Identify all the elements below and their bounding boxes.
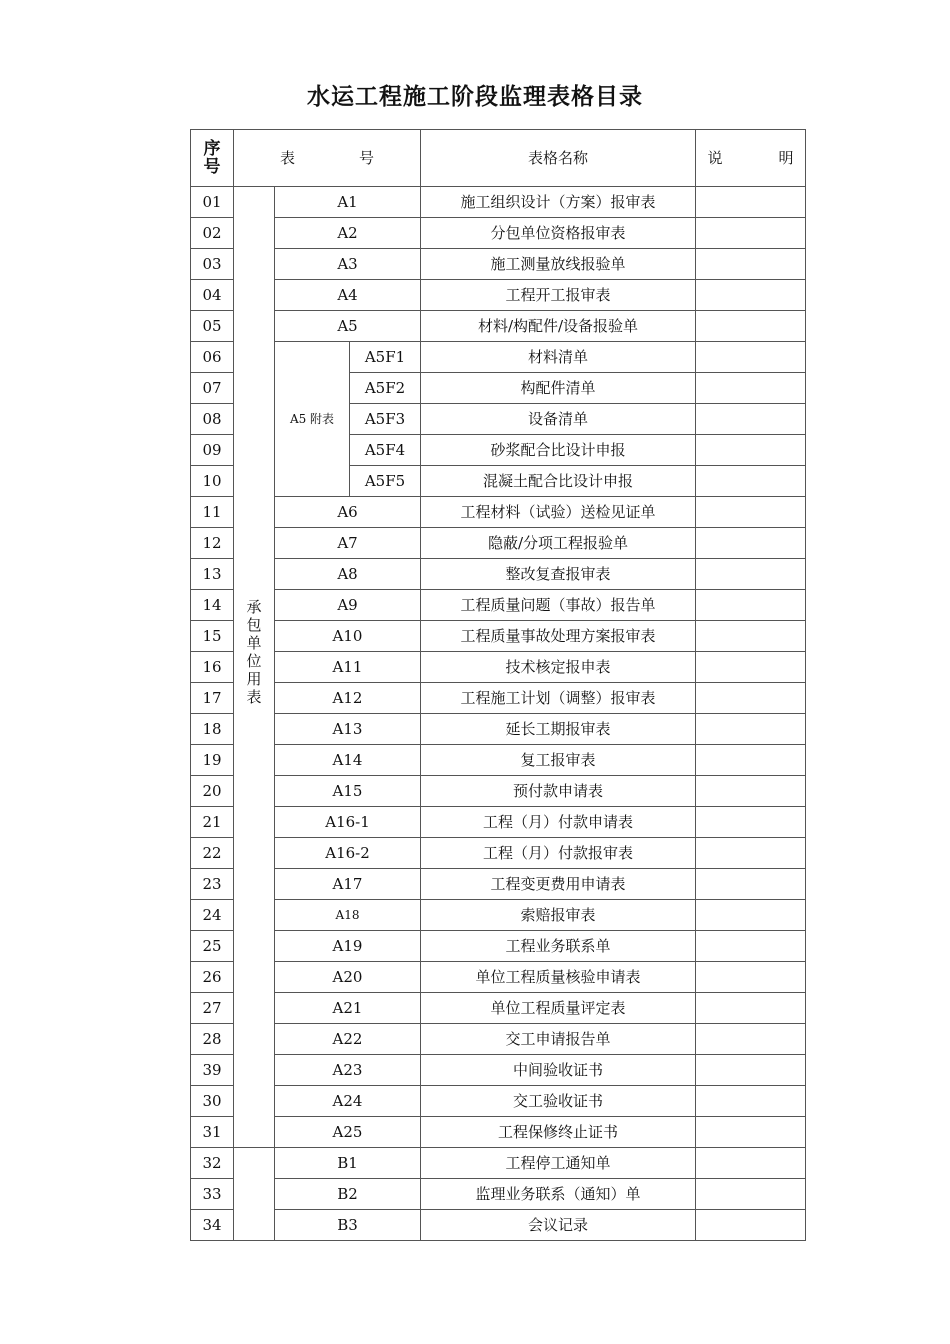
row-note	[696, 621, 806, 652]
row-code: A25	[275, 1117, 421, 1148]
row-note	[696, 1117, 806, 1148]
header-note-left: 说	[707, 149, 723, 167]
row-code: A5F3	[350, 404, 421, 435]
row-code: A7	[275, 528, 421, 559]
row-name: 材料清单	[421, 342, 696, 373]
table-row	[191, 187, 806, 218]
row-name: 交工验收证书	[421, 1086, 696, 1117]
row-code: B1	[275, 1148, 421, 1179]
category-contractor-char: 单	[246, 634, 262, 652]
row-note	[696, 1055, 806, 1086]
row-note	[696, 1086, 806, 1117]
row-code: A13	[275, 714, 421, 745]
row-note	[696, 714, 806, 745]
table-row	[191, 342, 806, 373]
row-seq: 33	[191, 1179, 234, 1210]
row-name: 隐蔽/分项工程报验单	[421, 528, 696, 559]
row-note	[696, 466, 806, 497]
row-seq: 34	[191, 1210, 234, 1241]
row-seq: 09	[191, 435, 234, 466]
row-name: 混凝土配合比设计申报	[421, 466, 696, 497]
row-name: 施工测量放线报验单	[421, 249, 696, 280]
table-row	[191, 776, 806, 807]
row-note	[696, 187, 806, 218]
table-row	[191, 621, 806, 652]
category-contractor	[234, 187, 275, 1148]
row-code: A17	[275, 869, 421, 900]
table-row	[191, 1024, 806, 1055]
row-note	[696, 745, 806, 776]
row-note	[696, 807, 806, 838]
table-row	[191, 497, 806, 528]
row-seq: 08	[191, 404, 234, 435]
row-seq: 03	[191, 249, 234, 280]
row-note	[696, 900, 806, 931]
catalog-table	[190, 129, 806, 1241]
row-code: A2	[275, 218, 421, 249]
row-name: 分包单位资格报审表	[421, 218, 696, 249]
row-note	[696, 342, 806, 373]
row-note	[696, 435, 806, 466]
row-note	[696, 311, 806, 342]
table-row	[191, 900, 806, 931]
row-seq: 27	[191, 993, 234, 1024]
row-code: A8	[275, 559, 421, 590]
header-table-no-right: 号	[359, 149, 375, 167]
row-code: A16-2	[275, 838, 421, 869]
row-seq: 07	[191, 373, 234, 404]
row-code: A16-1	[275, 807, 421, 838]
a5-attachment-label: A5 附表	[275, 342, 350, 497]
table-row	[191, 1210, 806, 1241]
table-row	[191, 869, 806, 900]
row-seq: 20	[191, 776, 234, 807]
row-name: 工程（月）付款报审表	[421, 838, 696, 869]
row-seq: 24	[191, 900, 234, 931]
row-seq: 01	[191, 187, 234, 218]
row-code: B2	[275, 1179, 421, 1210]
row-name: 工程质量事故处理方案报审表	[421, 621, 696, 652]
row-code: A22	[275, 1024, 421, 1055]
row-name: 延长工期报审表	[421, 714, 696, 745]
row-note	[696, 590, 806, 621]
row-seq: 02	[191, 218, 234, 249]
row-seq: 21	[191, 807, 234, 838]
row-name: 单位工程质量评定表	[421, 993, 696, 1024]
table-row	[191, 1179, 806, 1210]
row-code: A5F4	[350, 435, 421, 466]
row-note	[696, 1210, 806, 1241]
row-note	[696, 652, 806, 683]
row-code: A4	[275, 280, 421, 311]
row-seq: 13	[191, 559, 234, 590]
row-note	[696, 1148, 806, 1179]
header-row	[191, 130, 806, 187]
category-contractor-char: 位	[246, 652, 262, 670]
row-seq: 32	[191, 1148, 234, 1179]
row-seq: 17	[191, 683, 234, 714]
header-table-no-left: 表	[279, 149, 295, 167]
row-seq: 23	[191, 869, 234, 900]
row-name: 材料/构配件/设备报验单	[421, 311, 696, 342]
row-note	[696, 1179, 806, 1210]
table-row	[191, 838, 806, 869]
table-row	[191, 249, 806, 280]
category-contractor-char: 包	[246, 616, 262, 634]
table-row	[191, 1148, 806, 1179]
category-supervisor	[234, 1148, 275, 1241]
row-seq: 05	[191, 311, 234, 342]
table-row	[191, 745, 806, 776]
header-table-no	[234, 130, 421, 187]
row-note	[696, 280, 806, 311]
table-row	[191, 559, 806, 590]
row-code: A15	[275, 776, 421, 807]
row-seq: 12	[191, 528, 234, 559]
row-code: A11	[275, 652, 421, 683]
row-name: 中间验收证书	[421, 1055, 696, 1086]
row-note	[696, 993, 806, 1024]
row-name: 工程施工计划（调整）报审表	[421, 683, 696, 714]
row-note	[696, 683, 806, 714]
table-row	[191, 931, 806, 962]
row-name: 复工报审表	[421, 745, 696, 776]
row-note	[696, 497, 806, 528]
table-row	[191, 218, 806, 249]
row-name: 设备清单	[421, 404, 696, 435]
row-seq: 39	[191, 1055, 234, 1086]
row-code: A10	[275, 621, 421, 652]
row-name: 监理业务联系（通知）单	[421, 1179, 696, 1210]
row-code: A23	[275, 1055, 421, 1086]
row-code: A12	[275, 683, 421, 714]
row-name: 工程业务联系单	[421, 931, 696, 962]
row-name: 技术核定报申表	[421, 652, 696, 683]
row-seq: 28	[191, 1024, 234, 1055]
row-name: 工程停工通知单	[421, 1148, 696, 1179]
row-note	[696, 962, 806, 993]
header-note-right: 明	[778, 149, 794, 167]
row-name: 工程质量问题（事故）报告单	[421, 590, 696, 621]
row-code: B3	[275, 1210, 421, 1241]
row-name: 会议记录	[421, 1210, 696, 1241]
table-row	[191, 1086, 806, 1117]
row-name: 整改复查报审表	[421, 559, 696, 590]
table-row	[191, 1055, 806, 1086]
row-code: A24	[275, 1086, 421, 1117]
table-row	[191, 528, 806, 559]
row-note	[696, 218, 806, 249]
row-code: A5	[275, 311, 421, 342]
category-contractor-char: 承	[246, 598, 262, 616]
row-code: A1	[275, 187, 421, 218]
row-seq: 15	[191, 621, 234, 652]
row-name: 施工组织设计（方案）报审表	[421, 187, 696, 218]
row-note	[696, 776, 806, 807]
row-seq: 04	[191, 280, 234, 311]
header-seq-top: 序	[203, 139, 221, 159]
row-seq: 25	[191, 931, 234, 962]
row-name: 索赔报审表	[421, 900, 696, 931]
table-row	[191, 962, 806, 993]
row-seq: 14	[191, 590, 234, 621]
row-name: 构配件清单	[421, 373, 696, 404]
page-title: 水运工程施工阶段监理表格目录	[307, 84, 643, 110]
row-seq: 19	[191, 745, 234, 776]
category-contractor-char: 表	[246, 688, 262, 706]
row-note	[696, 869, 806, 900]
row-seq: 26	[191, 962, 234, 993]
table-row	[191, 590, 806, 621]
row-note	[696, 1024, 806, 1055]
row-seq: 18	[191, 714, 234, 745]
table-row	[191, 683, 806, 714]
row-note	[696, 373, 806, 404]
row-name: 预付款申请表	[421, 776, 696, 807]
row-note	[696, 931, 806, 962]
table-row	[191, 1117, 806, 1148]
header-seq	[191, 130, 234, 187]
row-name: 工程开工报审表	[421, 280, 696, 311]
row-name: 交工申请报告单	[421, 1024, 696, 1055]
row-code: A9	[275, 590, 421, 621]
row-name: 单位工程质量核验申请表	[421, 962, 696, 993]
row-name: 砂浆配合比设计申报	[421, 435, 696, 466]
row-seq: 16	[191, 652, 234, 683]
row-code: A3	[275, 249, 421, 280]
row-note	[696, 404, 806, 435]
table-row	[191, 280, 806, 311]
row-seq: 06	[191, 342, 234, 373]
row-name: 工程（月）付款申请表	[421, 807, 696, 838]
row-code: A5F2	[350, 373, 421, 404]
header-seq-bottom: 号	[203, 157, 221, 177]
row-code: A20	[275, 962, 421, 993]
table-row	[191, 714, 806, 745]
row-code: A18	[275, 900, 421, 931]
row-name: 工程变更费用申请表	[421, 869, 696, 900]
row-code: A19	[275, 931, 421, 962]
row-code: A6	[275, 497, 421, 528]
row-note	[696, 838, 806, 869]
table-row	[191, 807, 806, 838]
row-name: 工程保修终止证书	[421, 1117, 696, 1148]
row-code: A14	[275, 745, 421, 776]
row-seq: 22	[191, 838, 234, 869]
table-row	[191, 311, 806, 342]
table-row	[191, 652, 806, 683]
row-code: A21	[275, 993, 421, 1024]
row-code: A5F5	[350, 466, 421, 497]
header-name: 表格名称	[421, 130, 696, 187]
row-note	[696, 559, 806, 590]
row-note	[696, 249, 806, 280]
row-note	[696, 528, 806, 559]
table-row	[191, 993, 806, 1024]
row-seq: 30	[191, 1086, 234, 1117]
row-seq: 31	[191, 1117, 234, 1148]
row-seq: 11	[191, 497, 234, 528]
row-seq: 10	[191, 466, 234, 497]
header-note	[696, 130, 806, 187]
row-name: 工程材料（试验）送检见证单	[421, 497, 696, 528]
category-contractor-char: 用	[246, 670, 262, 688]
row-code: A5F1	[350, 342, 421, 373]
